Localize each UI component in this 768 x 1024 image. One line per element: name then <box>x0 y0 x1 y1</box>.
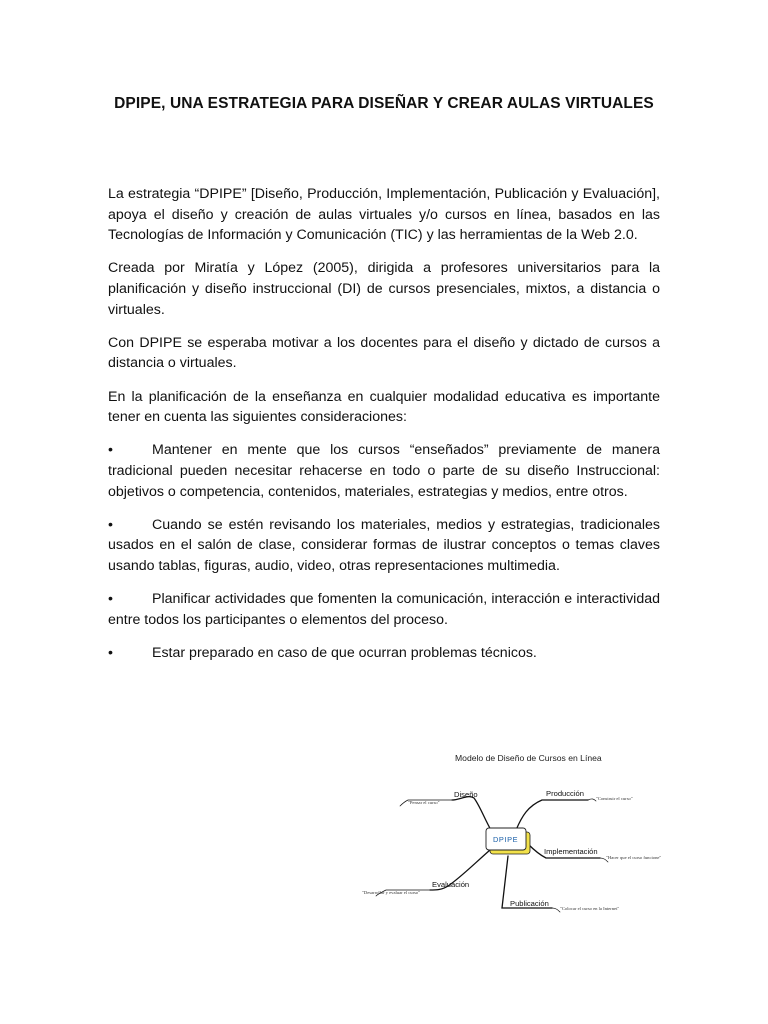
branch-diseno <box>452 797 492 832</box>
bullet-symbol: • <box>108 516 113 533</box>
bullet-symbol: • <box>108 442 113 459</box>
document-title-text: DPIPE, UNA ESTRATEGIA PARA DISEÑAR Y CREAR AULAS VIRTUALES <box>114 95 654 112</box>
mindmap-svg <box>356 746 706 921</box>
bullet-text: Mantener en mente que los cursos “enseñados” previamente de manera tradicional pueden necesitar rehacerse en todo o parte de su diseño Instruccional: objetivos o competencia, contenidos, materiales, estrategias y medios, entre otros. <box>108 442 660 500</box>
bullet-text: Planificar actividades que fomenten la comunicación, interacción e interactividad entre todos los participantes o elementos del proceso. <box>108 591 660 628</box>
paragraph-motivation: Con DPIPE se esperaba motivar a los docentes para el diseño y dictado de cursos a distancia o virtuales. <box>108 334 660 372</box>
mindmap-quote-implementacion: "Hacer que el curso funcione" <box>606 855 662 860</box>
bullet-text: Cuando se estén revisando los materiales, medios y estrategias, tradicionales usados en el salón de clase, considerar formas de ilustrar conceptos o temas claves usando tablas, figuras, audio, video, otras representaciones multimedia. <box>108 516 660 574</box>
document-body <box>108 184 660 676</box>
mindmap-figure <box>356 746 706 921</box>
bullet-text: Estar preparado en caso de que ocurran problemas técnicos. <box>152 644 537 661</box>
bullet-item <box>108 515 660 577</box>
mindmap-center <box>486 828 530 854</box>
mindmap-quote-diseno: "Pensar el curso" <box>408 800 440 805</box>
branch-publicacion-leaf <box>552 908 560 912</box>
mindmap-title: Modelo de Diseño de Cursos en Línea <box>455 753 602 763</box>
mindmap-node-publicacion: Publicación <box>510 899 549 908</box>
mindmap-center-label: DPIPE <box>493 835 519 844</box>
mindmap-node-implementacion: Implementación <box>544 847 598 856</box>
mindmap-node-diseno: Diseño <box>454 790 478 799</box>
bullet-item <box>108 440 660 502</box>
paragraph-origin: Creada por Miratía y López (2005), dirigida a profesores universitarios para la planificación y diseño instruccional (DI) de cursos presenciales, mixtos, a distancia o virtuales. <box>108 260 660 318</box>
branch-produccion <box>516 800 588 830</box>
mindmap-quote-produccion: "Construir el curso" <box>596 796 633 801</box>
document-title <box>108 92 660 115</box>
mindmap-quote-evaluacion: "Desarrollar y evaluar el curso" <box>362 890 421 895</box>
mindmap-quote-publicacion: "Colocar el curso en la Internet" <box>560 906 620 911</box>
bullet-item <box>108 643 660 664</box>
branch-produccion-leaf <box>588 799 596 801</box>
paragraph-intro: La estrategia “DPIPE” [Diseño, Producción, Implementación, Publicación y Evaluación], apoya el diseño y creación de aulas virtuales y/o cursos en línea, basados en las Tecnologías de Información y Comunicación (TIC) y las herramientas de la Web 2.0. <box>108 186 660 244</box>
bullet-item <box>108 589 660 630</box>
bullet-symbol: • <box>108 644 113 661</box>
mindmap-node-produccion: Producción <box>546 789 584 798</box>
bullet-symbol: • <box>108 591 113 608</box>
mindmap-node-evaluacion: Evaluación <box>432 880 470 889</box>
paragraph-considerations: En la planificación de la enseñanza en cualquier modalidad educativa es importante tener en cuenta las siguientes consideraciones: <box>108 388 660 426</box>
